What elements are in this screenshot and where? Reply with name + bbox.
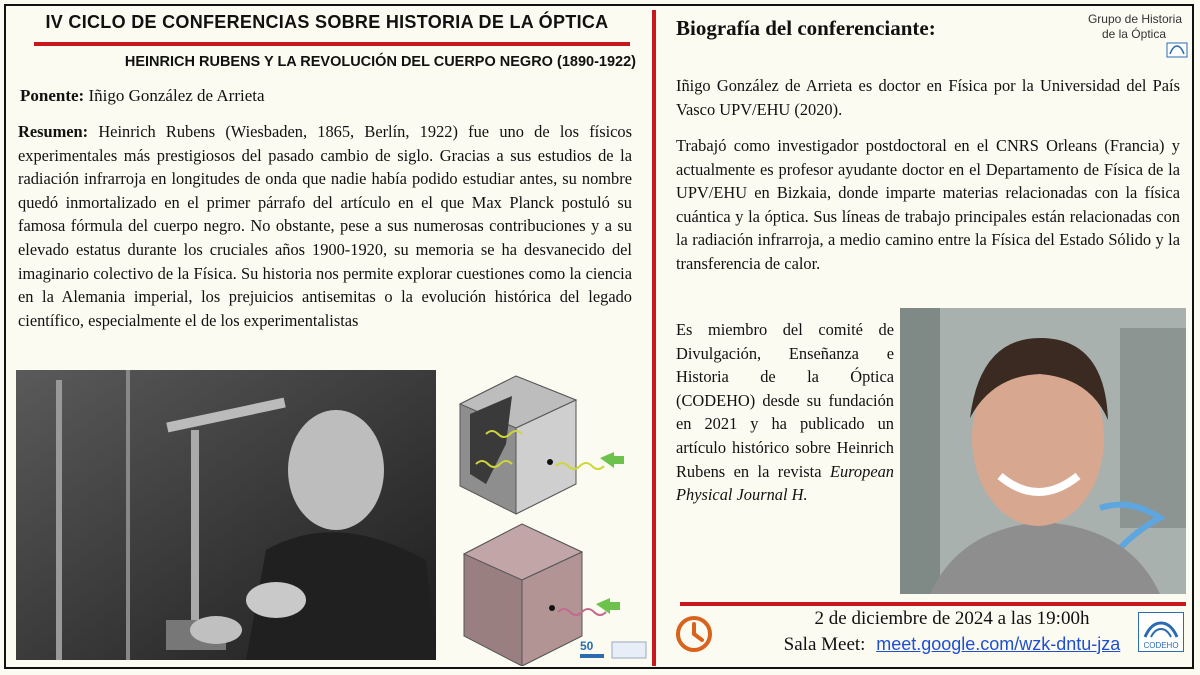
svg-text:50: 50 [580, 639, 594, 653]
abstract-label: Resumen: [18, 122, 89, 141]
speaker-line [20, 86, 265, 106]
meet-link[interactable]: meet.google.com/wzk-dntu-jza [876, 634, 1121, 654]
journal-name: European Physical Journal H. [676, 461, 894, 505]
group-logo-line2: de la Óptica [1101, 27, 1166, 41]
bio-paragraph-2: Trabajó como investigador postdoctoral en el CNRS Orleans (Francia) y actualmente es profesor ayudante doctor en el Departamento de Física de la UPV/EHU en Bizkaia, donde imparte materias relacionadas con la física cuántica y la óptica. Sus líneas de trabajo principales están relacionadas con la radiación infrarroja, a medio camino entre la Física del Estado Sólido y la transferencia de calor. [676, 136, 1180, 273]
bio-title: Biografía del conferenciante: [676, 16, 936, 40]
speaker-label: Ponente: [20, 86, 85, 105]
bio-paragraph-1: Iñigo González de Arrieta es doctor en Física por la Universidad del País Vasco UPV/EHU (2020). [676, 76, 1180, 119]
speaker-photo [900, 308, 1186, 594]
blackbody-diagram [446, 374, 646, 666]
vertical-divider [652, 10, 656, 666]
room-label: Sala Meet: [783, 634, 866, 655]
event-title: IV CICLO DE CONFERENCIAS SOBRE HISTORIA DE LA ÓPTICA [45, 12, 609, 32]
codeho-logo [1138, 612, 1184, 652]
codeho-label: CODEHO [1143, 641, 1179, 650]
talk-title: HEINRICH RUBENS Y LA REVOLUCIÓN DEL CUERPO NEGRO (1890-1922) [124, 54, 636, 70]
clock-icon [674, 614, 714, 654]
group-logo [1076, 12, 1188, 58]
anniversary-logos [578, 636, 652, 666]
footer-rule [680, 602, 1186, 606]
rubens-photo [16, 370, 436, 660]
title-rule [34, 42, 630, 46]
room-line [722, 634, 1182, 656]
speaker-name: Iñigo González de Arrieta [88, 86, 265, 105]
group-logo-line1: Grupo de Historia [1087, 12, 1182, 26]
abstract-text: Heinrich Rubens (Wiesbaden, 1865, Berlín, 1922) fue uno de los físicos experimentales más prestigiosos del pasado cambio de siglo. Gracias a sus estudios de la radiación infrarroja en longitudes de onda que nadie había podido estudiar antes, su nombre quedó inmortalizado en el primer párrafo del artículo en el que Max Planck postuló su famosa fórmula del cuerpo negro. No obstante, pese a sus numerosas contribuciones y a su elevado estatus durante los cruciales años 1900-1920, su memoria se ha desvanecido del imaginario colectivo de la Física. Su historia nos permite explorar cuestiones como la ciencia en la Alemania imperial, los prejuicios antisemitas o la evolución histórica del legado científico, especialmente el de los experimentalistas [18, 122, 632, 330]
event-date: 2 de diciembre de 2024 a las 19:00h [814, 608, 1090, 629]
group-logo-icon [1166, 42, 1188, 58]
bio-paragraph-3 [676, 318, 894, 507]
abstract [18, 120, 632, 332]
bio-paragraph-3-text: Es miembro del comité de Divulgación, Enseñanza e Historia de la Óptica (CODEHO) desde su fundación en 2021 y ha publicado un artículo histórico sobre Heinrich Rubens en la revista [676, 320, 894, 481]
